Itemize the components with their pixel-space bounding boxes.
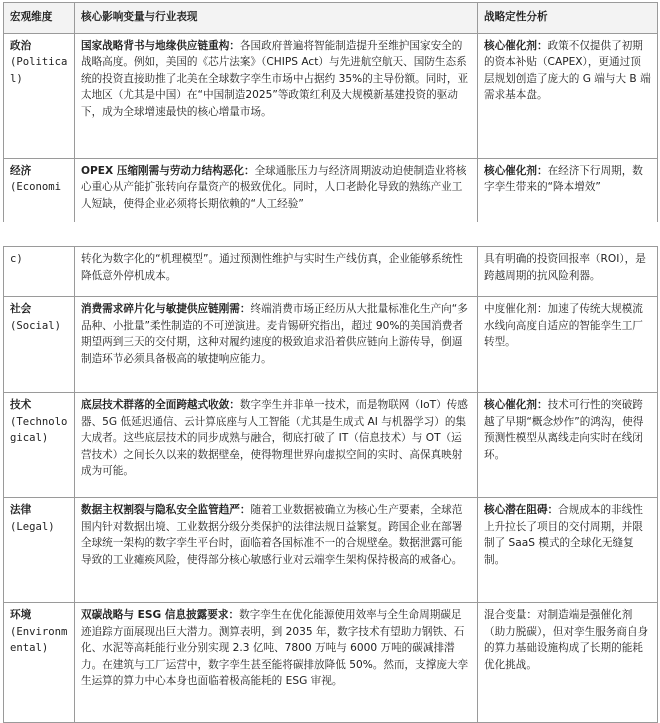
analysis-text: 合规成本的非线性上升拉长了项目的交付周期，并限制了 SaaS 模式的全球化无缝复制。 (484, 504, 643, 566)
header-analysis: 战略定性分析 (478, 3, 658, 34)
variable-heading: 双碳战略与 ESG 信息披露要求： (81, 609, 240, 621)
variable-heading: 数据主权割裂与隐私安全监管趋严： (81, 504, 251, 516)
analysis-text: 中度催化剂：加速了传统大规模流水线向高度自适应的智能孪生工厂转型。 (484, 303, 643, 348)
dimension-english: (Legal) (10, 520, 55, 533)
analysis-heading: 核心催化剂： (484, 399, 548, 411)
dimension-cell (4, 498, 75, 603)
table-row-economic (4, 158, 658, 222)
variables-cell (75, 158, 478, 222)
variable-heading: 消费需求碎片化与敏捷供应链刚需： (81, 303, 251, 315)
dimension-name: 社会 (10, 303, 32, 315)
analysis-text: 技术可行性的突破跨越了早期“概念炒作”的鸿沟，使得预测性模型从离线走向实时在线闭环。 (484, 399, 644, 461)
page-break-gap (0, 230, 660, 246)
analysis-text: 在经济下行周期，数字孪生带来的“降本增效” (484, 164, 643, 193)
analysis-text: 具有明确的投资回报率（ROI），是跨越周期的抗风险利器。 (484, 253, 646, 282)
variable-text: 数字孪生在优化能源使用效率与全生命周期碳足迹追踪方面展现出巨大潜力。测算表明，到 2035 年，数字技术有望助力钢铁、石化、水泥等高耗能行业分别实现 2.3 亿吨、7800 万吨与 6000 万吨的碳减排潜力。在建筑与工厂运营中，数字孪生甚至能将碳排放降低 50%。然而，支撑庞大孪生运算的算力中心本身也面临着极高能耗的 ESG 审视。 (81, 609, 469, 687)
dimension-english: (Environmental) (10, 625, 68, 654)
dimension-english: (Economi (10, 181, 62, 193)
variables-cell (75, 603, 478, 723)
table-row-technological (4, 393, 658, 498)
analysis-text: 混合变量：对制造端是强催化剂（助力脱碳），但对孪生服务商自身的算力基础设施构成了长期的能耗优化挑战。 (484, 609, 649, 671)
variables-cell (75, 393, 478, 498)
dimension-cell (4, 33, 75, 158)
analysis-cell (478, 247, 658, 297)
table-header-row (4, 3, 658, 34)
variables-cell (75, 33, 478, 158)
variable-heading: OPEX 压缩刚需与劳动力结构恶化： (81, 164, 255, 177)
dimension-english: (Technological) (10, 415, 68, 444)
dimension-cell (4, 158, 75, 222)
variable-text: 随着工业数据被确立为核心生产要素，全球范围内针对数据出境、工业数据分级分类保护的法律法规日益繁复。跨国企业在部署全球统一架构的数字孪生平台时，面临着各国标准不一的合规壁垒。数据泄露可能导致的工业瘫痪风险，使得部分核心敏感行业对云端孪生架构保持极高的戒备心。 (81, 504, 463, 566)
table-row-political (4, 33, 658, 158)
analysis-heading: 核心催化剂： (484, 164, 548, 177)
analysis-heading: 核心催化剂： (484, 39, 548, 52)
dimension-english: c) (10, 253, 23, 265)
dimension-name: 政治 (10, 39, 32, 52)
analysis-cell (478, 33, 658, 158)
table-row-social (4, 297, 658, 393)
dimension-english: (Social) (10, 319, 62, 332)
variable-text: 数字孪生并非单一技术，而是物联网（IoT）传感器、5G 低延迟通信、云计算底座与人工智能（尤其是生成式 AI 与机器学习）的集大成者。这些底层技术的同步成熟与融合，彻底打破了 IT（信息技术）与 OT（运营技术）之间长久以来的数据壁垒，使得物理世界向虚拟空间的实时、高保真映射成为可能。 (81, 399, 468, 477)
analysis-text: 政策不仅提供了初期的资本补贴（CAPEX），更通过顶层规划创造了庞大的 G 端与大 B 端需求基本盘。 (484, 39, 651, 101)
dimension-cell (4, 603, 75, 723)
dimension-name: 技术 (10, 399, 32, 411)
pestel-table-part1 (3, 2, 658, 222)
dimension-name: 法律 (10, 504, 32, 516)
dimension-cell (4, 297, 75, 393)
dimension-name: 环境 (10, 609, 32, 621)
variable-text: 终端消费市场正经历从大批量标准化生产向“多品种、小批量”柔性制造的不可逆演进。麦肯锡研究指出，超过 90%的美国消费者期望两到三天的交付期，这种对履约速度的极致追求沿着供应链向上游传导，倒逼制造环节必须具备极高的敏捷响应能力。 (81, 303, 468, 365)
variable-text: 转化为数字化的“机理模型”。通过预测性维护与实时生产线仿真，企业能够系统性降低意外停机成本。 (81, 253, 463, 282)
analysis-cell (478, 297, 658, 393)
header-dimension: 宏观维度 (4, 3, 75, 34)
analysis-cell (478, 498, 658, 603)
variable-heading: 底层技术群落的全面跨越式收敛： (81, 399, 240, 411)
analysis-cell (478, 603, 658, 723)
dimension-english: (Political) (10, 56, 68, 85)
analysis-cell (478, 393, 658, 498)
variables-cell (75, 297, 478, 393)
variables-cell (75, 247, 478, 297)
variables-cell (75, 498, 478, 603)
variable-text: 各国政府普遍将智能制造提升至维护国家安全的战略高度。例如，美国的《芯片法案》（CHIPS Act）与先进航空航天、国防生态系统的投资直接助推了北美在全球数字孪生市场中占据约 35%的主导份额。同时，亚太地区（尤其是中国）在“中国制造2025”等政策红利及大规模新基建投资的驱动下，成为全球增速最快的核心增量市场。 (81, 39, 469, 118)
dimension-cell (4, 393, 75, 498)
pestel-table-part2 (3, 246, 658, 723)
analysis-heading: 核心潜在阻碍： (484, 504, 559, 516)
dimension-name: 经济 (10, 164, 32, 177)
variable-heading: 国家战略背书与地缘供应链重构： (81, 39, 240, 52)
dimension-cell (4, 247, 75, 297)
analysis-cell (478, 158, 658, 222)
table-row-legal (4, 498, 658, 603)
variable-text: 全球通胀压力与经济周期波动迫使制造业将核心重心从产能扩张转向存量资产的极致优化。同时，人口老龄化导致的熟练产业工人短缺，使得企业必须将长期依赖的“人工经验” (81, 164, 467, 210)
table-row-economic-continued (4, 247, 658, 297)
header-variables: 核心影响变量与行业表现 (75, 3, 478, 34)
table-row-environmental (4, 603, 658, 723)
